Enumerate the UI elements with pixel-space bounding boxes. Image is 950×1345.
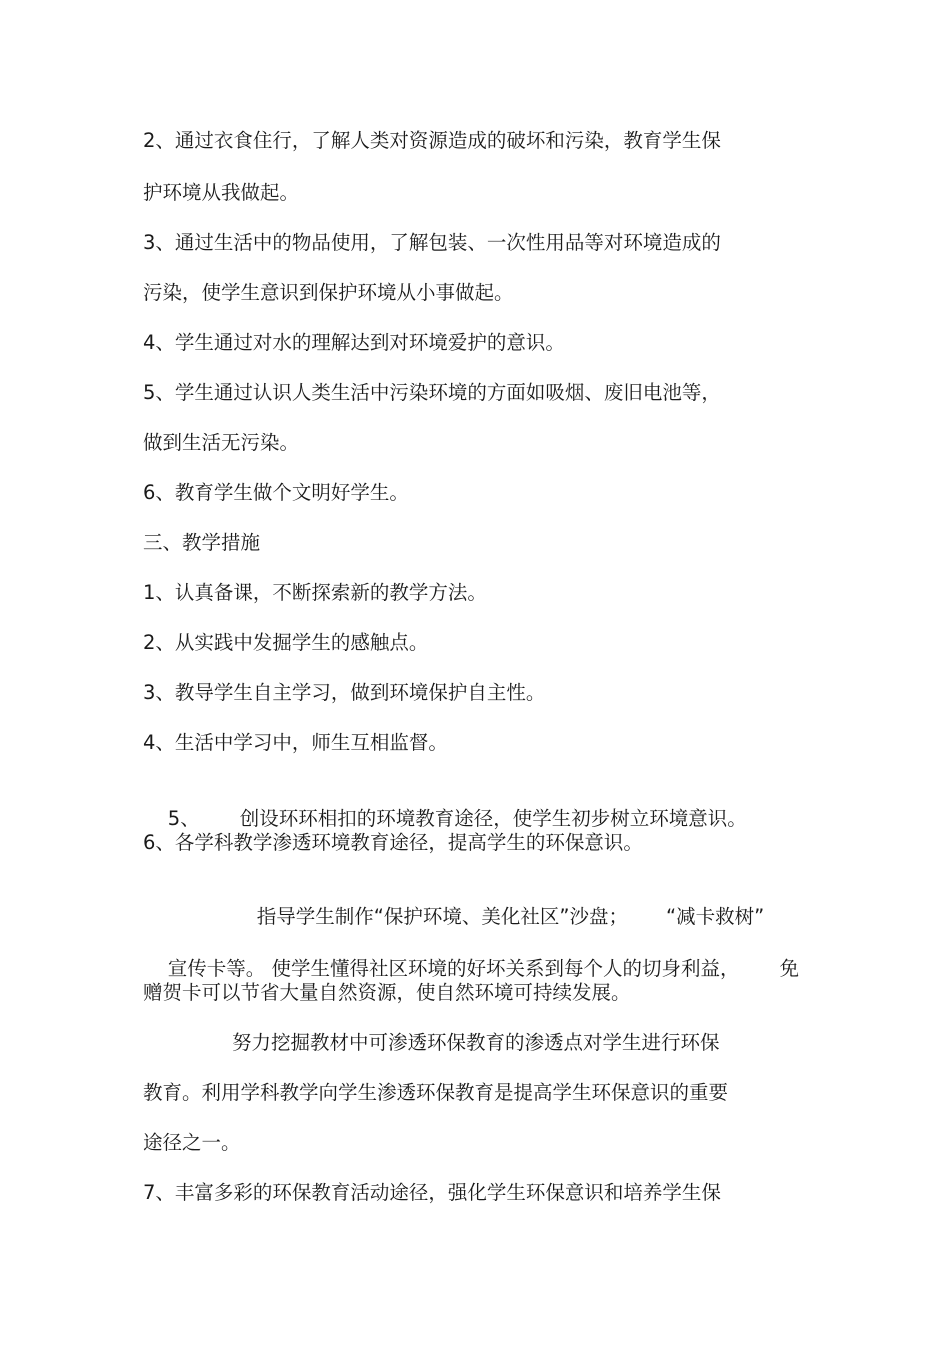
para1-part-d: 免	[779, 957, 800, 980]
section-heading: 三、教学措施	[143, 531, 261, 554]
paragraph-line: 途径之一。	[143, 1131, 241, 1154]
paragraph-line: 教育。利用学科教学向学生渗透环保教育是提高学生环保意识的重要	[143, 1081, 729, 1104]
text-line: 3、通过生活中的物品使用，了解包装、一次性用品等对环境造成的	[143, 231, 721, 254]
para1-part-c: 宣传卡等。 使学生懂得社区环境的好坏关系到每个人的切身利益，	[167, 957, 740, 980]
text-line: 4、学生通过对水的理解达到对环境爱护的意识。	[143, 331, 565, 354]
text-line: 污染，使学生意识到保护环境从小事做起。	[143, 281, 514, 304]
para1-part-b: “减卡救树”	[666, 905, 765, 928]
paragraph-line: 赠贺卡可以节省大量自然资源，使自然环境可持续发展。	[143, 981, 631, 1004]
text-line: 2、通过衣食住行，了解人类对资源造成的破坏和污染，教育学生保	[143, 129, 721, 152]
text-line: 7、丰富多彩的环保教育活动途径，强化学生环保意识和培养学生保	[143, 1181, 721, 1204]
text-line: 1、认真备课，不断探索新的教学方法。	[143, 581, 487, 604]
text-line: 2、从实践中发掘学生的感触点。	[143, 631, 429, 654]
text-line: 6、各学科教学渗透环境教育途径，提高学生的环保意识。	[143, 831, 643, 854]
paragraph-line: 努力挖掘教材中可渗透环保教育的渗透点对学生进行环保	[232, 1031, 720, 1054]
text-line: 护环境从我做起。	[143, 181, 300, 204]
item5-text: 创设环环相扣的环境教育途径，使学生初步树立环境意识。	[239, 807, 747, 830]
para1-part-a: 指导学生制作“保护环境、美化社区”沙盘；	[256, 905, 629, 928]
text-line: 做到生活无污染。	[143, 431, 300, 454]
text-line: 3、教导学生自主学习，做到环境保护自主性。	[143, 681, 546, 704]
item5-number: 5、	[167, 807, 200, 830]
text-line: 4、生活中学习中，师生互相监督。	[143, 731, 448, 754]
text-line: 6、教育学生做个文明好学生。	[143, 481, 409, 504]
text-line: 5、学生通过认识人类生活中污染环境的方面如吸烟、废旧电池等，	[143, 381, 721, 404]
